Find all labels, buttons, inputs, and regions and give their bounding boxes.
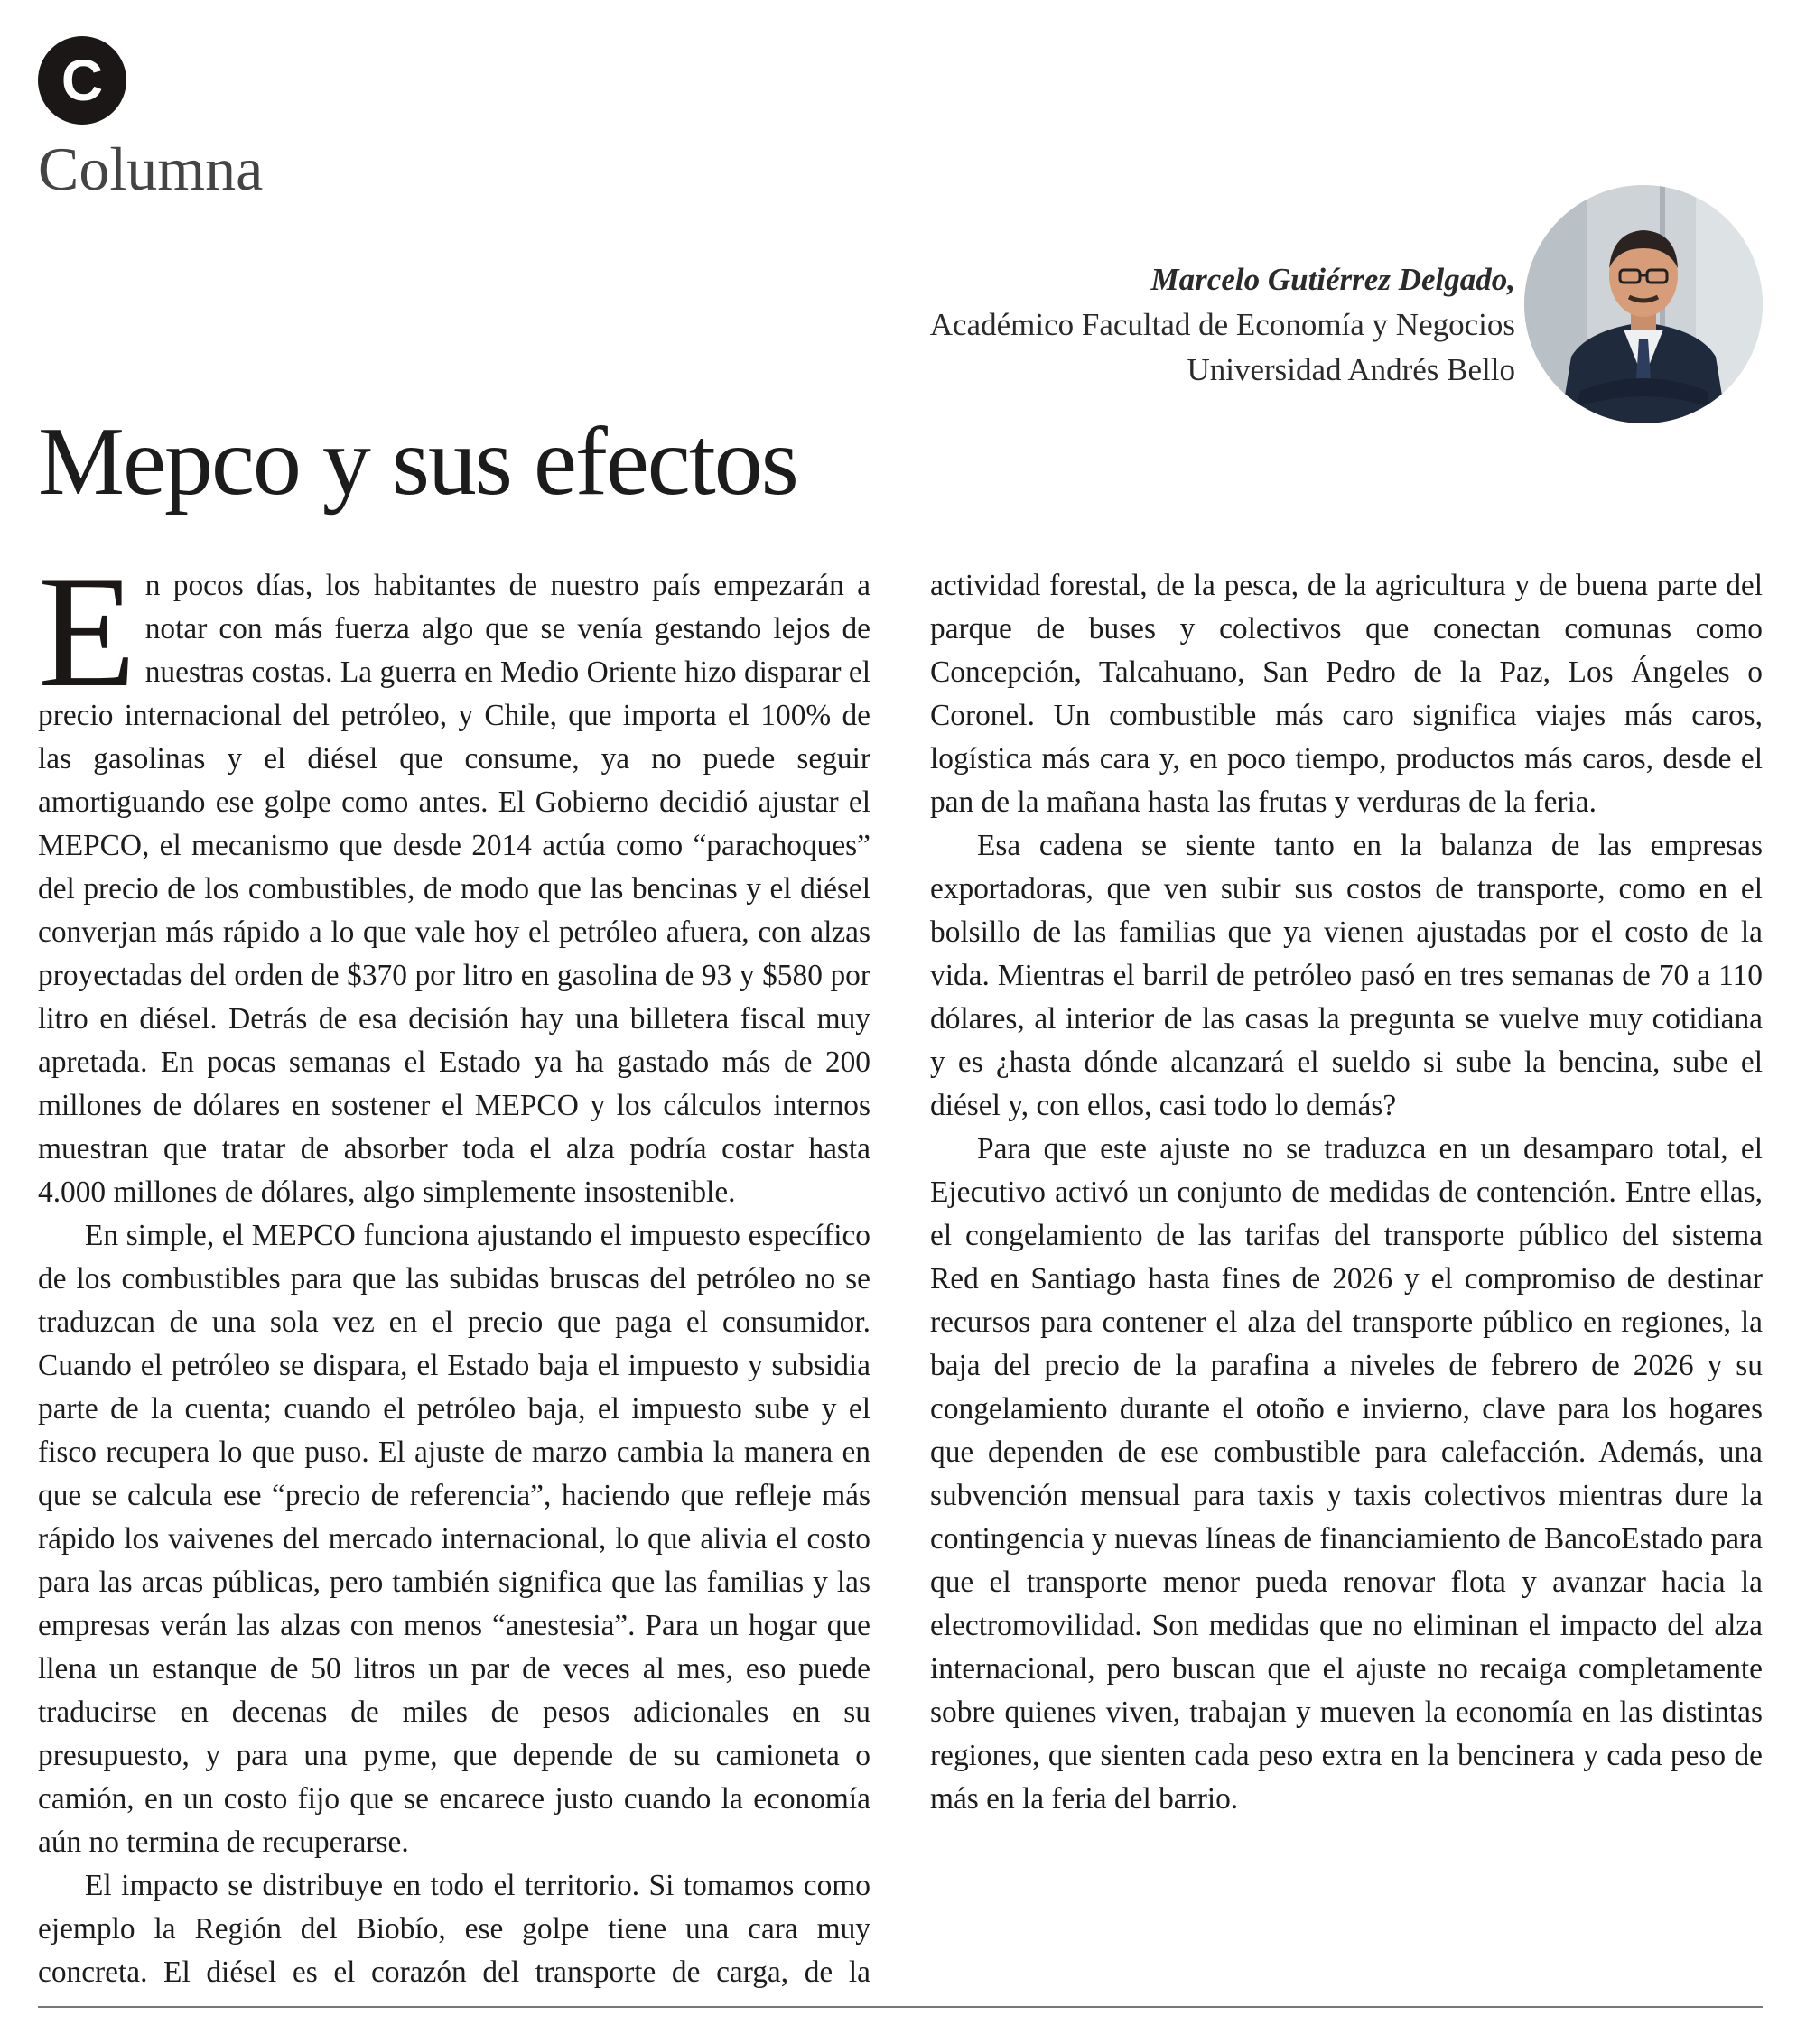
article-body: [38, 542, 1763, 2000]
byline: [930, 257, 1515, 393]
author-photo-illustration: [1524, 185, 1763, 423]
body-paragraph-5: Para que este ajuste no se traduzca en un desamparo total, el Ejecutivo activó un conjunto de medidas de contención. Entre ellas, el congelamiento de las tarifas del transporte público del sistema Red en Santiago hasta fines de 2026 y el compromiso de destinar recursos para contener el alza del transporte público en regiones, la baja del precio de la parafina a niveles de febrero de 2026 y su congelamiento durante el otoño e invierno, clave para los hogares que dependen de ese combustible para calefacción. Además, una subvención mensual para taxis y taxis colectivos mientras dure la contingencia y nuevas líneas de financiamiento de BancoEstado para que el transporte menor pueda renovar flota y avanzar hacia la electromovilidad. Son medidas que no eliminan el impacto del alza internacional, pero buscan que el ajuste no recaiga completamente sobre quienes viven, trabajan y mueven la economía en las distintas regiones, que sienten cada peso extra en la bencinera y cada peso de más en la feria del barrio.: [930, 1132, 1763, 1816]
body-paragraph-4: Esa cadena se siente tanto en la balanza de las empresas exportadoras, que ven subir sus costos de transporte, como en el bolsillo de las familias que ya vienen ajustadas por el costo de la vida. Mientras el barril de petróleo pasó en tres semanas de 70 a 110 dólares, al interior de las casas la pregunta se vuelve muy cotidiana y es ¿hasta dónde alcanzará el sueldo si sube la bencina, sube el diésel y, con ellos, casi todo lo demás?: [930, 829, 1763, 1122]
bottom-rule: [38, 2006, 1763, 2008]
author-position: Académico Facultad de Economía y Negocios: [929, 307, 1515, 342]
headline: Mepco y sus efectos: [38, 408, 797, 516]
section-label: Columna: [38, 135, 264, 203]
author-portrait: [1524, 185, 1763, 423]
author-institution: Universidad Andrés Bello: [1187, 352, 1515, 387]
section-badge: C: [38, 36, 126, 125]
author-name: Marcelo Gutiérrez Delgado,: [1150, 262, 1515, 297]
body-paragraph-1: En pocos días, los habitantes de nuestro país empezarán a notar con más fuerza algo que se venía gestando lejos de nuestras costas. La guerra en Medio Oriente hizo disparar el precio internacional del petróleo, y Chile, que importa el 100% de las gasolinas y el diésel que consume, ya no puede seguir amortiguando ese golpe como antes. El Gobierno decidió ajustar el MEPCO, el mecanismo que desde 2014 actúa como “parachoques” del precio de los combustibles, de modo que las bencinas y el diésel converjan más rápido a lo que vale hoy el petróleo afuera, con alzas proyectadas del orden de $370 por litro en gasolina de 93 y $580 por litro en diésel. Detrás de esa decisión hay una billetera fiscal muy apretada. En pocas semanas el Estado ya ha gastado más de 200 millones de dólares en sostener el MEPCO y los cálculos internos muestran que tratar de absorber toda el alza podría costar hasta 4.000 millones de dólares, algo simplemente insostenible.: [38, 542, 870, 1209]
body-paragraph-2: En simple, el MEPCO funciona ajustando el impuesto específico de los combustibles para que las subidas bruscas del petróleo no se traduzcan de una sola vez en el precio que paga el consumidor. Cuando el petróleo se dispara, el Estado baja el impuesto y subsidia parte de la cuenta; cuando el petróleo baja, el impuesto sube y el fisco recupera lo que puso. El ajuste de marzo cambia la manera en que se calcula ese “precio de referencia”, haciendo que refleje más rápido los vaivenes del mercado internacional, lo que alivia el costo para las arcas públicas, pero también significa que las familias y las empresas verán las alzas con menos “anestesia”. Para un hogar que llena un estanque de 50 litros un par de veces al mes, eso puede traducirse en decenas de miles de pesos adicionales en su presupuesto, y para una pyme, que depende de su camioneta o camión, en un costo fijo que se encarece justo cuando la economía aún no termina de recuperarse.: [38, 1219, 870, 1859]
body-paragraph-3: El impacto se distribuye en todo el territorio. Si tomamos como ejemplo la Región del Biobío, ese golpe tiene una cara muy concreta. El diésel es el corazón del transporte de carga, de la actividad forestal, de la pesca, de la agricultura y de buena parte del parque de buses y colectivos que conectan comunas como Concepción, Talcahuano, San Pedro de la Paz, Los Ángeles o Coronel. Un combustible más caro significa viajes más caros, logística más cara y, en poco tiempo, productos más caros, desde el pan de la mañana hasta las frutas y verduras de la feria.: [38, 569, 1763, 1989]
